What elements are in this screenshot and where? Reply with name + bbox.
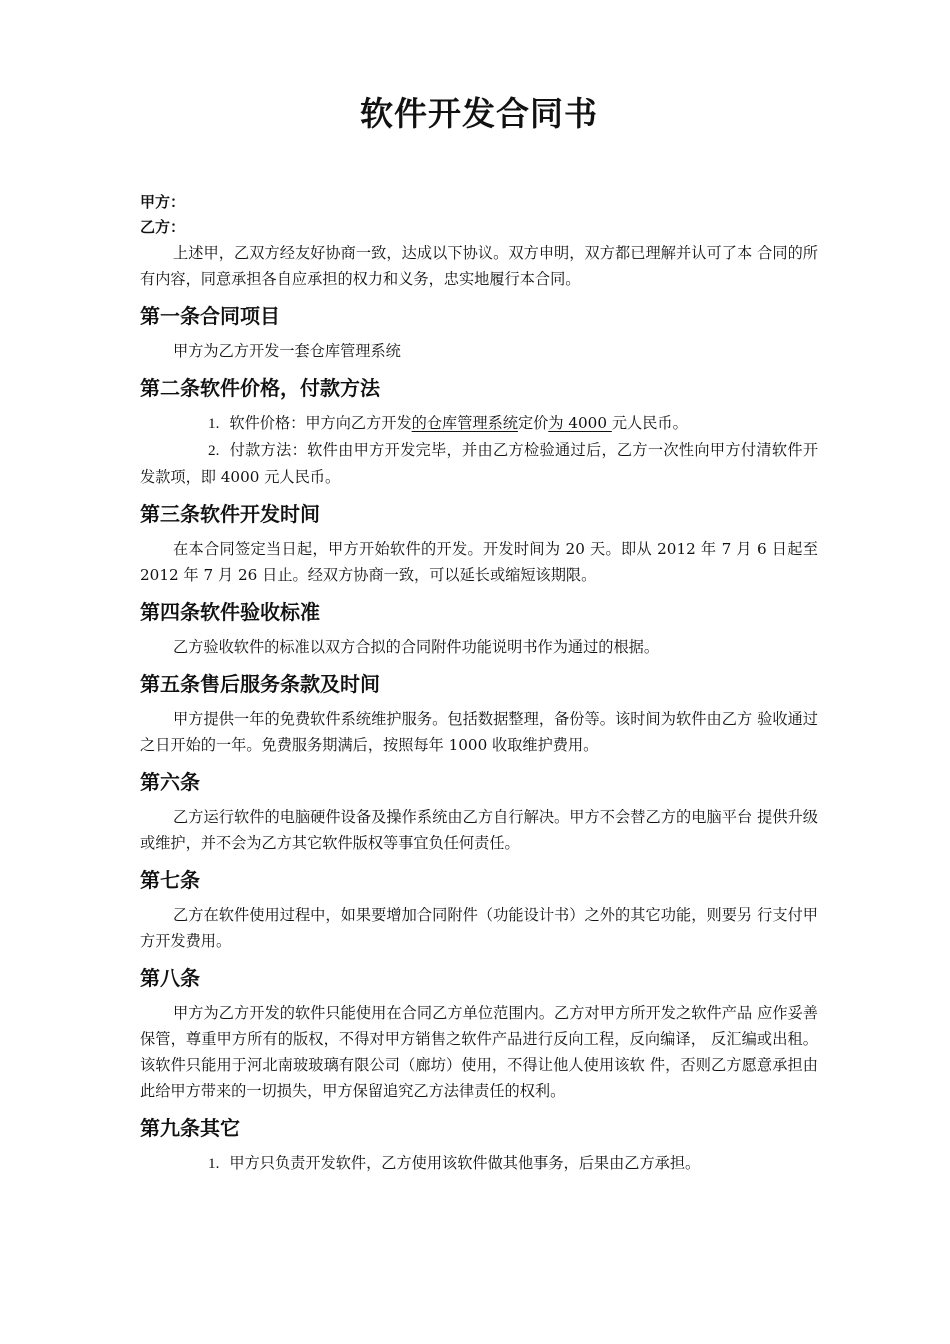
section-9-item-1 [140,1150,818,1177]
section-5-heading: 第五条售后服务条款及时间 [140,672,380,696]
section-1-text: 甲方为乙方开发一套仓库管理系统 [173,342,401,360]
item-text: 付款方法：软件由甲方开发完毕，并由乙方检验通过后，乙方一次性向甲方付清软件开发款项，即 4000 元人民币。 [140,441,818,486]
section-8-text: 甲方为乙方开发的软件只能使用在合同乙方单位范围内。乙方对甲方所开发之软件产品 应作妥善保管，尊重甲方所有的版权，不得对甲方销售之软件产品进行反向工程，反向编译， 反汇编或出租。该软件只能用于河北南玻玻璃有限公司（廊坊）使用，不得让他人使用该软 件，否则乙方愿意承担由此给甲方带来的一切损失，甲方保留追究乙方法律责任的权利。 [140,1004,818,1100]
section-4-heading: 第四条软件验收标准 [140,600,320,624]
item-number: 2. [208,442,220,459]
intro-paragraph: 上述甲，乙双方经友好协商一致，达成以下协议。双方申明，双方都已理解并认可了本 合同的所有内容，同意承担各自应承担的权力和义务，忠实地履行本合同。 [140,244,818,288]
section-1-heading: 第一条合同项目 [140,304,280,328]
contract-body [140,88,818,1177]
item-text-post: 元人民币。 [611,414,688,432]
section-6-heading: 第六条 [140,770,200,794]
party-b-label: 乙方： [140,218,186,236]
item-text: 甲方只负责开发软件，乙方使用该软件做其他事务，后果由乙方承担。 [229,1154,701,1172]
section-6-text: 乙方运行软件的电脑硬件设备及操作系统由乙方自行解决。甲方不会替乙方的电脑平台 提供升级或维护，并不会为乙方其它软件版权等事宜负任何责任。 [140,808,818,852]
section-5-text: 甲方提供一年的免费软件系统维护服务。包括数据整理，备份等。该时间为软件由乙方 验收通过之日开始的一年。免费服务期满后，按照每年 1000 收取维护费用。 [140,710,818,754]
item-number: 1. [208,1155,220,1172]
section-2-item-1 [140,410,818,437]
section-7-heading: 第七条 [140,868,200,892]
section-3-heading: 第三条软件开发时间 [140,502,320,526]
section-7-text: 乙方在软件使用过程中，如果要增加合同附件（功能设计书）之外的其它功能，则要另 行支付甲方开发费用。 [140,906,818,950]
item-text-mid: 定价 [517,414,549,432]
section-2-item-2 [140,437,818,490]
section-3-text: 在本合同签定当日起，甲方开始软件的开发。开发时间为 20 天。即从 2012 年 7 月 6 日起至 2012 年 7 月 26 日止。经双方协商一致，可以延长或缩短该期限。 [140,540,818,584]
section-9-heading: 第九条其它 [140,1116,240,1140]
underlined-system-name: 的仓库管理系统 [411,414,518,432]
section-2-heading: 第二条软件价格，付款方法 [140,376,380,400]
section-4-text: 乙方验收软件的标准以双方合拟的合同附件功能说明书作为通过的根据。 [173,638,659,656]
party-a-label: 甲方： [140,193,186,211]
document-title: 软件开发合同书 [360,94,598,133]
section-8-heading: 第八条 [140,966,200,990]
underlined-price: 为 4000 [548,414,612,432]
item-number: 1. [208,415,220,432]
item-text-pre: 软件价格：甲方向乙方开发 [229,414,412,432]
